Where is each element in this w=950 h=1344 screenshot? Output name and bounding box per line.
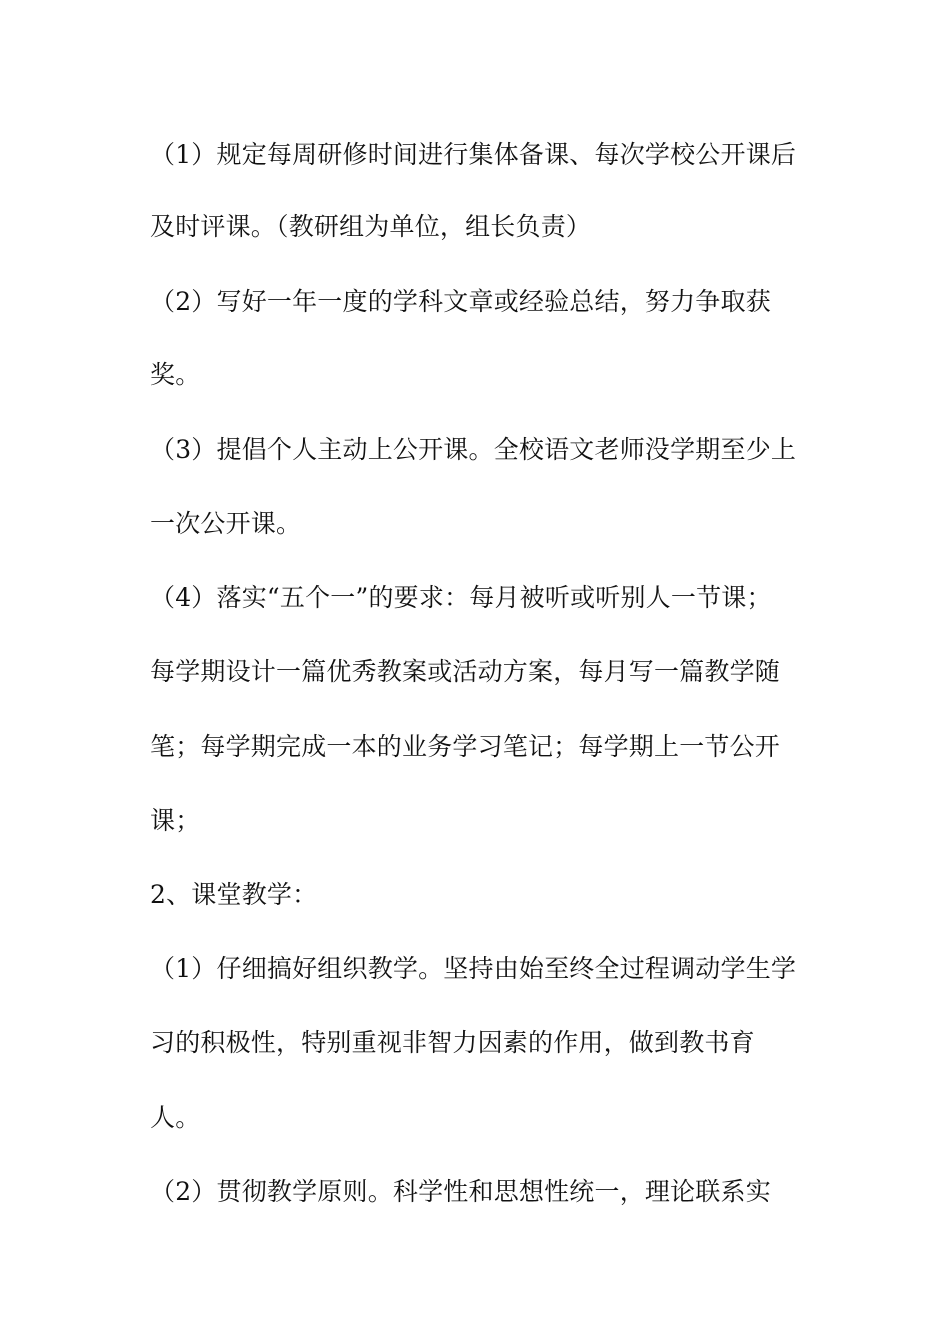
text-line: 课； xyxy=(150,806,201,835)
text-line: （1）规定每周研修时间进行集体备课、每次学校公开课后 xyxy=(150,140,797,169)
text-line: 一次公开课。 xyxy=(150,509,302,538)
text-line: （1）仔细搞好组织教学。坚持由始至终全过程调动学生学 xyxy=(150,954,797,983)
text-line: （4）落实“五个一”的要求：每月被听或听别人一节课； xyxy=(150,583,772,612)
text-line: （3）提倡个人主动上公开课。全校语文老师没学期至少上 xyxy=(150,435,797,464)
text-line: 笔；每学期完成一本的业务学习笔记；每学期上一节公开 xyxy=(150,732,781,761)
text-line: 奖。 xyxy=(150,360,201,389)
text-line: （2）贯彻教学原则。科学性和思想性统一，理论联系实 xyxy=(150,1177,771,1206)
section-heading: 2、课堂教学： xyxy=(150,880,318,909)
text-line: 及时评课。（教研组为单位，组长负责） xyxy=(150,212,592,241)
text-line: （2）写好一年一度的学科文章或经验总结，努力争取获 xyxy=(150,287,771,316)
text-line: 习的积极性，特别重视非智力因素的作用，做到教书育 xyxy=(150,1028,755,1057)
text-line: 人。 xyxy=(150,1103,201,1132)
text-line: 每学期设计一篇优秀教案或活动方案，每月写一篇教学随 xyxy=(150,657,781,686)
